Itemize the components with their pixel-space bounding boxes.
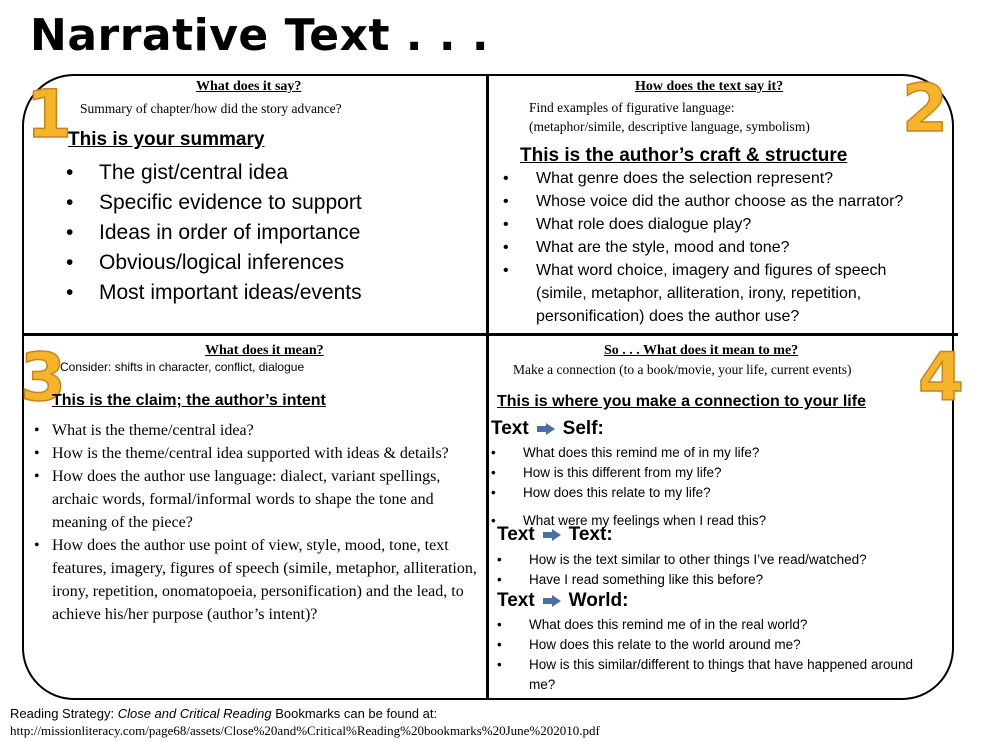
right-arrow-icon xyxy=(537,423,555,435)
text-to-self-label xyxy=(491,418,604,440)
list-item: • How does this relate to the world around me? xyxy=(497,635,917,655)
q4-prompt: Make a connection (to a book/movie, your life, current events) xyxy=(513,362,852,377)
list-item: • What role does dialogue play? xyxy=(503,213,948,236)
q2-question: How does the text say it? xyxy=(635,79,784,94)
page-title: Narrative Text . . . xyxy=(30,10,490,61)
q1-list xyxy=(66,158,476,308)
quadrant-1-number: 1 xyxy=(26,76,72,153)
list-item: • Obvious/logical inferences xyxy=(66,248,476,278)
list-item: • Ideas in order of importance xyxy=(66,218,476,248)
list-item: • What are the style, mood and tone? xyxy=(503,236,948,259)
list-item: • How does the author use language: dialect, variant spellings, archaic words, formal/informal words to shape the tone and meaning of the piece? xyxy=(32,465,477,534)
q2-prompt-line2: (metaphor/simile, descriptive language, symbolism) xyxy=(529,119,810,134)
q1-subheading: This is your summary xyxy=(68,129,265,150)
q4-subheading: This is where you make a connection to your life xyxy=(497,393,866,410)
list-item: • How is the text similar to other things I’ve read/watched? xyxy=(497,550,942,570)
text-to-self-list xyxy=(491,443,941,531)
list-item: • What genre does the selection represent? xyxy=(503,167,948,190)
quadrant-3-number: 3 xyxy=(20,339,66,416)
label-self: Self: xyxy=(562,418,604,439)
horizontal-divider xyxy=(22,333,958,336)
list-item: • Most important ideas/events xyxy=(66,278,476,308)
q3-list xyxy=(32,419,477,626)
list-item: • Whose voice did the author choose as the narrator? xyxy=(503,190,948,213)
footer xyxy=(10,705,985,739)
list-item: • Specific evidence to support xyxy=(66,188,476,218)
list-item: • How is the theme/central idea supported with ideas & details? xyxy=(32,442,477,465)
vertical-divider xyxy=(486,75,489,700)
q3-subheading: This is the claim; the author’s intent xyxy=(52,392,326,409)
list-item: • What does this remind me of in my life? xyxy=(491,443,941,463)
list-item: • How does this relate to my life? xyxy=(491,483,941,503)
quadrant-2-number: 2 xyxy=(902,70,948,147)
label-text: Text xyxy=(497,524,535,545)
q1-question: What does it say? xyxy=(196,79,302,94)
footer-suffix: Bookmarks can be found at: xyxy=(271,706,438,721)
q2-prompt-line1: Find examples of figurative language: xyxy=(529,100,735,115)
q2-list xyxy=(503,167,948,328)
q4-question: So . . . What does it mean to me? xyxy=(604,343,799,358)
q3-question: What does it mean? xyxy=(205,343,324,358)
list-item: • What does this remind me of in the real world? xyxy=(497,615,917,635)
label-text-2: Text: xyxy=(568,524,613,545)
footer-prefix: Reading Strategy: xyxy=(10,706,118,721)
label-world: World: xyxy=(568,590,629,611)
text-to-world-list xyxy=(497,615,917,695)
text-to-world-label xyxy=(497,590,628,612)
right-arrow-icon xyxy=(543,529,561,541)
footer-url[interactable]: http://missionliteracy.com/page68/assets/Close%20and%Critical%Reading%20bookmarks%20June%202010.pdf xyxy=(10,723,600,738)
text-to-text-list xyxy=(497,550,942,590)
list-item: • How does the author use point of view, style, mood, tone, text features, imagery, figures of speech (simile, metaphor, alliteration, irony, repetition, onomatopoeia, personification) and the lead, to achieve his/her purpose (author’s intent)? xyxy=(32,534,477,626)
q2-subheading: This is the author’s craft & structure xyxy=(520,145,848,166)
q1-prompt: Summary of chapter/how did the story advance? xyxy=(80,101,342,116)
list-item: • How is this similar/different to things that have happened around me? xyxy=(497,655,917,695)
list-item: • What is the theme/central idea? xyxy=(32,419,477,442)
quadrant-4-number: 4 xyxy=(918,339,964,416)
list-item: • Have I read something like this before? xyxy=(497,570,942,590)
q3-prompt: Consider: shifts in character, conflict, dialogue xyxy=(60,360,305,374)
footer-italic: Close and Critical Reading xyxy=(117,706,272,721)
text-to-text-label xyxy=(497,524,613,546)
list-item: • The gist/central idea xyxy=(66,158,476,188)
label-text: Text xyxy=(497,590,535,611)
right-arrow-icon xyxy=(543,595,561,607)
label-text: Text xyxy=(491,418,529,439)
list-item: • What were my feelings when I read this? xyxy=(491,511,941,531)
list-item: • How is this different from my life? xyxy=(491,463,941,483)
list-item: • What word choice, imagery and figures of speech (simile, metaphor, alliteration, irony, repetition, personification) does the author use? xyxy=(503,259,948,328)
